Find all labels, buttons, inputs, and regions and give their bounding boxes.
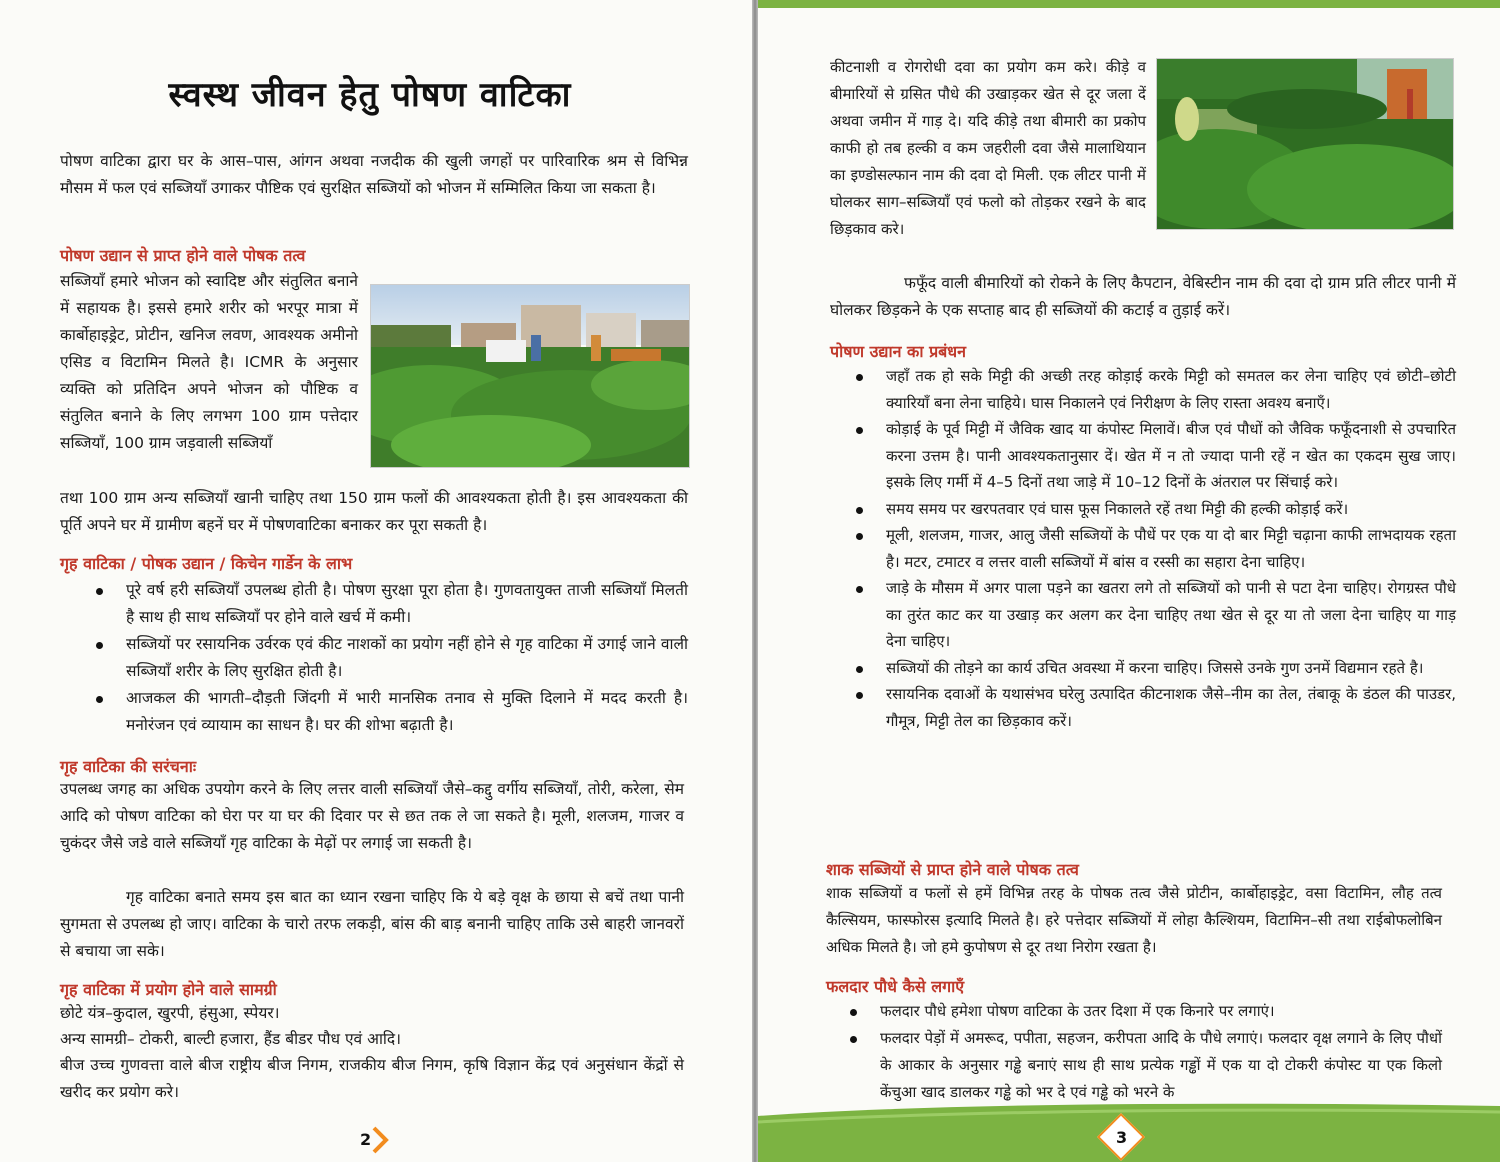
section-heading-materials: गृह वाटिका में प्रयोग होने वाले सामग्री <box>60 980 277 999</box>
top-accent-bar <box>758 0 1500 8</box>
garden-photo-image <box>371 285 689 467</box>
list-item: सब्जियों की तोड़ने का कार्य उचित अवस्था में करना चाहिए। जिससे उनके गुण उनमें विद्यमान रहते है। <box>852 655 1456 682</box>
materials-line-1: छोटे यंत्र–कुदाल, खुरपी, हंसुआ, स्पेयर। <box>60 1004 280 1022</box>
page-number: 3 <box>1116 1128 1128 1147</box>
fruit-plants-list <box>846 998 1442 1106</box>
page-number: 2 <box>360 1130 372 1149</box>
intro-paragraph: पोषण वाटिका द्वारा घर के आस–पास, आंगन अथवा नजदीक की खुली जगहों पर पारिवारिक श्रम से विभिन्न मौसम में फल एवं सब्जियाँ उगाकर पौष्टिक एवं सुरक्षित सब्जियों को भोजन में सम्मिलित किया जा सकता है। <box>60 152 688 197</box>
vine-garden-photo-image <box>1157 59 1453 229</box>
garden-photo <box>370 284 690 468</box>
section-heading-structure: गृह वाटिका की सरंचनाः <box>60 757 197 776</box>
structure-paragraph-1: उपलब्ध जगह का अधिक उपयोग करने के लिए लत्तर वाली सब्जियाँ जैसे–कद्दु वर्गीय सब्जियाँ, तोरी, करेला, सेम आदि को पोषण वाटिका को घेरा पर या घर की दिवार पर से छत तक ले जा सकते है। मूली, शलजम, गाजर व चुकंदर जैसे जडे वाले सब्जियाँ गृह वाटिका के मेढ़ों पर लगाई जा सकती है। <box>60 780 684 852</box>
list-item: जाड़े के मौसम में अगर पाला पड़ने का खतरा लगे तो सब्जियों को पानी से पटा देना चाहिए। रोगग्रस्त पौधे का तुरंत काट कर या उखाड़ कर अलग कर देना चाहिए तथा खेत से दूर या तो जला देना चाहिए या गाड़ देना चाहिए। <box>852 575 1456 655</box>
vine-garden-photo <box>1156 58 1454 230</box>
next-page-chevron-icon <box>371 1126 389 1154</box>
section-heading-management: पोषण उद्यान का प्रबंधन <box>830 342 967 361</box>
list-item: कोड़ाई के पूर्व मिट्टी में जैविक खाद या कंपोस्ट मिलावें। बीज एवं पौधों को जैविक फफूँदनाशी से उपचारित करना उत्तम है। पानी आवश्यकतानुसार दें। खेत में न तो ज्यादा पानी रहें न खेत का एकदम सुख जाए। इसके लिए गर्मी में 4–5 दिनों तथा जाड़े में 10–12 दिनों के अंतराल पर सिंचाई करे। <box>852 416 1456 496</box>
leafy-nutrients-text: शाक सब्जियों व फलों से हमें विभिन्न तरह के पोषक तत्व जैसे प्रोटीन, कार्बोहाइड्रेट, वसा विटामिन, लौह तत्व कैल्सियम, फास्फोरस इत्यादि मिलते है। हरे पत्तेदार सब्जियों में लोहा कैल्शियम, विटामिन–सी तथा राईबोफलोबिन अधिक मिलते है। जो हमे कुपोषण से दूर तथा निरोग रखता है। <box>826 884 1442 956</box>
pest-control-text: कीटनाशी व रोगरोधी दवा का प्रयोग कम करे। कीड़े व बीमारियों से ग्रसित पौधे की उखाड़कर खेत से दूर जला दें अथवा जमीन में गाड़ दे। यदि कीड़े तथा बीमारी का प्रकोप काफी हो तब हल्की व कम जहरीली दवा जैसे मालाथियान का इण्डोसल्फान नाम की दवा दो मिली. एक लीटर पानी में घोलकर साग–सब्जियाँ एवं फलो को तोड़कर रखने के बाद छिड़काव करे। <box>830 58 1146 238</box>
list-item: समय समय पर खरपतवार एवं घास फूस निकालते रहें तथा मिट्टी की हल्की कोड़ाई करें। <box>852 496 1456 523</box>
fungus-text: फफूँद वाली बीमारियों को रोकने के लिए कैपटान, वेबिस्टीन नाम की दवा दो ग्राम प्रति लीटर पानी में घोलकर छिड़कने के एक सप्ताह बाद ही सब्जियों की कटाई व तुड़ाई करें। <box>830 274 1456 319</box>
list-item: फलदार पौधे हमेशा पोषण वाटिका के उतर दिशा में एक किनारे पर लगाएं। <box>846 998 1442 1025</box>
list-item: सब्जियों पर रसायनिक उर्वरक एवं कीट नाशकों का प्रयोग नहीं होने से गृह वाटिका में उगाई जाने वाली सब्जियाँ शरीर के लिए सुरक्षित होती है। <box>92 631 688 685</box>
right-page <box>758 0 1500 1162</box>
list-item: पूरे वर्ष हरी सब्जियाँ उपलब्ध होती है। पोषण सुरक्षा पूरा होता है। गुणवतायुक्त ताजी सब्जियाँ मिलती है साथ ही साथ सब्जियाँ पर होने वाले खर्च में कमी। <box>92 577 688 631</box>
list-item: रसायनिक दवाओं के यथासंभव घरेलु उत्पादित कीटनाशक जैसे–नीम का तेल, तंबाकू के डंठल की पाउडर, गौमूत्र, मिट्टी तेल का छिड़काव करें। <box>852 681 1456 734</box>
materials-line-3: बीज उच्च गुणवत्ता वाले बीज राष्ट्रीय बीज निगम, राजकीय बीज निगम, कृषि विज्ञान केंद्र एवं अनुसंधान केंद्रों से खरीद कर प्रयोग करे। <box>60 1056 684 1101</box>
materials-line-2: अन्य सामग्री– टोकरी, बाल्टी हजारा, हैंड बीडर पौध एवं आदि। <box>60 1030 402 1048</box>
page-title: स्वस्थ जीवन हेतु पोषण वाटिका <box>168 75 572 115</box>
list-item: जहाँ तक हो सके मिट्टी की अच्छी तरह कोड़ाई करके मिट्टी को समतल कर लेना चाहिए एवं छोटी–छोटी क्यारियाँ बना लेना चाहिये। घास निकालने एवं निरीक्षण के लिए रास्ता अवश्य बनाएँ। <box>852 363 1456 416</box>
section-heading-leafy-nutrients: शाक सब्जियों से प्राप्त होने वाले पोषक तत्व <box>826 860 1079 879</box>
list-item: आजकल की भागती–दौड़ती जिंदगी में भारी मानसिक तनाव से मुक्ति दिलाने में मदद करती है। मनोरंजन एवं व्यायाम का साधन है। घर की शोभा बढ़ाती है। <box>92 685 688 739</box>
section-heading-fruit-plants: फलदार पौधे कैसे लगाएँ <box>826 977 965 996</box>
nutrients-text-top: सब्जियाँ हमारे भोजन को स्वादिष्ट और संतुलित बनाने में सहायक है। इससे हमारे शरीर को भरपूर मात्रा में कार्बोहाइड्रेट, प्रोटीन, खनिज लवण, आवश्यक अमीनो एसिड व विटामिन मिलते है। ICMR के अनुसार व्यक्ति को प्रतिदिन अपने भोजन को पौष्टिक व संतुलित बनाने के लिए लगभग 100 ग्राम पत्तेदार सब्जियाँ, 100 ग्राम जड़वाली सब्जियाँ <box>60 272 358 452</box>
benefits-list <box>92 577 688 739</box>
structure-paragraph-2: गृह वाटिका बनाते समय इस बात का ध्यान रखना चाहिए कि ये बड़े वृक्ष के छाया से बचें तथा पानी सुगमता से उपलब्ध हो जाए। वाटिका के चारो तरफ लकड़ी, बांस की बाड़ बनानी चाहिए ताकि उसे बाहरी जानवरों से बचाया जा सके। <box>60 888 684 960</box>
list-item: फलदार पेड़ों में अमरूद, पपीता, सहजन, करीपता आदि के पौधे लगाएं। फलदार वृक्ष लगाने के लिए पौधों के आकार के अनुसार गड्ढे बनाएं साथ ही साथ प्रत्येक गड्ढों में एक या दो टोकरी कंपोस्ट या एक किलो केंचुआ खाद डालकर गड्ढे को भर दे एवं गड्ढे को भरने के <box>846 1025 1442 1106</box>
list-item: मूली, शलजम, गाजर, आलु जैसी सब्जियों के पौधें पर एक या दो बार मिट्टी चढ़ाना काफी लाभदायक रहता है। मटर, टमाटर व लत्तर वाली सब्जियों में बांस व रस्सी का सहारा देना चाहिए। <box>852 522 1456 575</box>
section-heading-benefits: गृह वाटिका / पोषक उद्यान / किचेन गार्डेन के लाभ <box>60 554 353 573</box>
management-list <box>852 363 1456 734</box>
nutrients-text-bottom: तथा 100 ग्राम अन्य सब्जियाँ खानी चाहिए तथा 150 ग्राम फलों की आवश्यकता होती है। इस आवश्यकता की पूर्ति अपने घर में ग्रामीण बहनें घर में पोषणवाटिका बनाकर कर पूरा सकती है। <box>60 489 688 534</box>
section-heading-nutrients: पोषण उद्यान से प्राप्त होने वाले पोषक तत्व <box>60 246 306 265</box>
